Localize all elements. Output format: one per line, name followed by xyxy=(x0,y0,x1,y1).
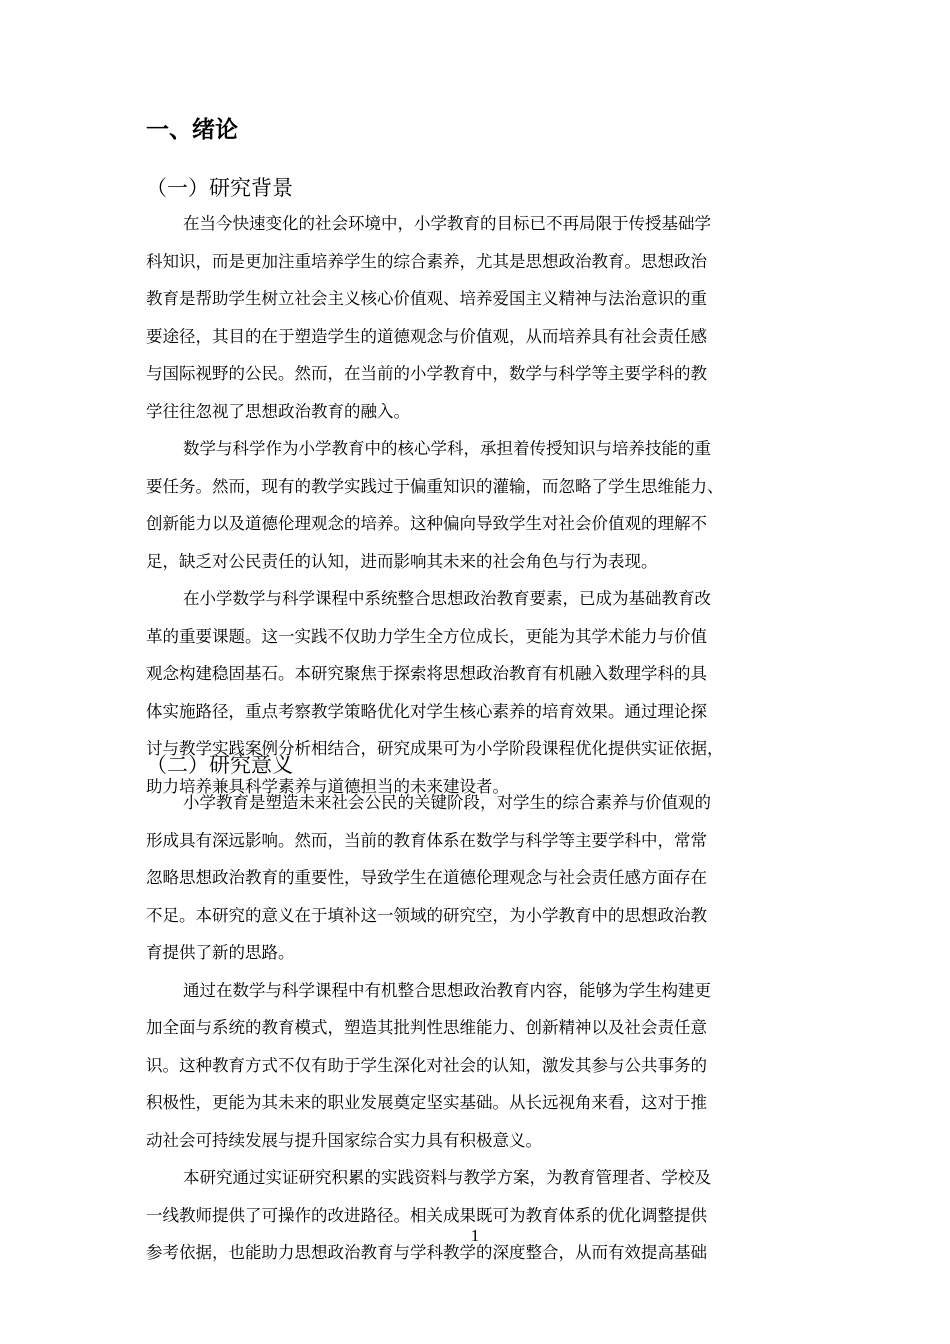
page-number: 1 xyxy=(470,1226,480,1245)
body-line: 忽略思想政治教育的重要性，导致学生在道德伦理观念与社会责任感方面存在 xyxy=(146,868,707,887)
section-significance-body xyxy=(146,784,826,1272)
section-background-body xyxy=(146,205,826,805)
body-line: 观念构建稳固基石。本研究聚焦于探索将思想政治教育有机融入数理学科的具 xyxy=(146,664,707,683)
body-line: 一线教师提供了可操作的改进路径。相关成果既可为教育体系的优化调整提供 xyxy=(146,1205,707,1225)
body-line: 科知识，而是更加注重培养学生的综合素养，尤其是思想政治教育。思想政治 xyxy=(146,251,707,271)
body-line: 要任务。然而，现有的教学实践过于偏重知识的灌输，而忽略了学生思维能力、 xyxy=(146,476,724,496)
body-line: 通过在数学与科学课程中有机整合思想政治教育内容，能够为学生构建更 xyxy=(183,980,711,1000)
body-line: 教育是帮助学生树立社会主义核心价值观、培养爱国主义精神与法治意识的重 xyxy=(146,289,707,308)
body-line: 学往往忽视了思想政治教育的融入。 xyxy=(146,401,410,421)
body-line: 足，缺乏对公民责任的认知，进而影响其未来的社会角色与行为表现。 xyxy=(146,551,658,571)
body-line: 形成具有深远影响。然而，当前的教育体系在数学与科学等主要学科中，常常 xyxy=(146,830,707,850)
body-line: 不足。本研究的意义在于填补这一领域的研究空，为小学教育中的思想政治教 xyxy=(146,905,707,925)
body-line: 讨与教学实践案例分析相结合，研究成果可为小学阶段课程优化提供实证依据， xyxy=(146,739,724,758)
chapter-heading: 一、绪论 xyxy=(146,117,238,143)
body-line: 数学与科学作为小学教育中的核心学科，承担着传授知识与培养技能的重 xyxy=(183,439,711,458)
body-line: 小学教育是塑造未来社会公民的关键阶段，对学生的综合素养与价值观的 xyxy=(183,793,711,812)
body-line: 识。这种教育方式不仅有助于学生深化对社会的认知，激发其参与公共事务的 xyxy=(146,1055,707,1075)
body-line: 革的重要课题。这一实践不仅助力学生全方位成长，更能为其学术能力与价值 xyxy=(146,626,707,646)
body-line: 本研究通过实证研究积累的实践资料与教学方案，为教育管理者、学校及 xyxy=(183,1168,711,1187)
body-line: 在小学数学与科学课程中系统整合思想政治教育要素，已成为基础教育改 xyxy=(183,589,711,608)
section-heading-significance: （二）研究意义 xyxy=(146,753,293,777)
body-line: 动社会可持续发展与提升国家综合实力具有积极意义。 xyxy=(146,1130,542,1150)
body-line: 积极性，更能为其未来的职业发展奠定坚实基础。从长远视角来看，这对于推 xyxy=(146,1093,707,1112)
body-line: 在当今快速变化的社会环境中，小学教育的目标已不再局限于传授基础学 xyxy=(183,214,711,233)
body-line: 创新能力以及道德伦理观念的培养。这种偏向导致学生对社会价值观的理解不 xyxy=(146,514,707,533)
body-line: 体实施路径，重点考察教学策略优化对学生核心素养的培育效果。通过理论探 xyxy=(146,701,707,721)
body-line: 加全面与系统的教育模式，塑造其批判性思维能力、创新精神以及社会责任意 xyxy=(146,1018,707,1037)
body-line: 助力培养兼具科学素养与道德担当的未来建设者。 xyxy=(146,776,509,796)
body-line: 要途径，其目的在于塑造学生的道德观念与价值观，从而培养具有社会责任感 xyxy=(146,326,707,346)
body-line: 与国际视野的公民。然而，在当前的小学教育中，数学与科学等主要学科的教 xyxy=(146,364,707,383)
body-line: 参考依据，也能助力思想政治教育与学科教学的深度整合，从而有效提高基础 xyxy=(146,1243,707,1262)
body-line: 育提供了新的思路。 xyxy=(146,943,295,962)
section-heading-background: （一）研究背景 xyxy=(146,176,293,200)
